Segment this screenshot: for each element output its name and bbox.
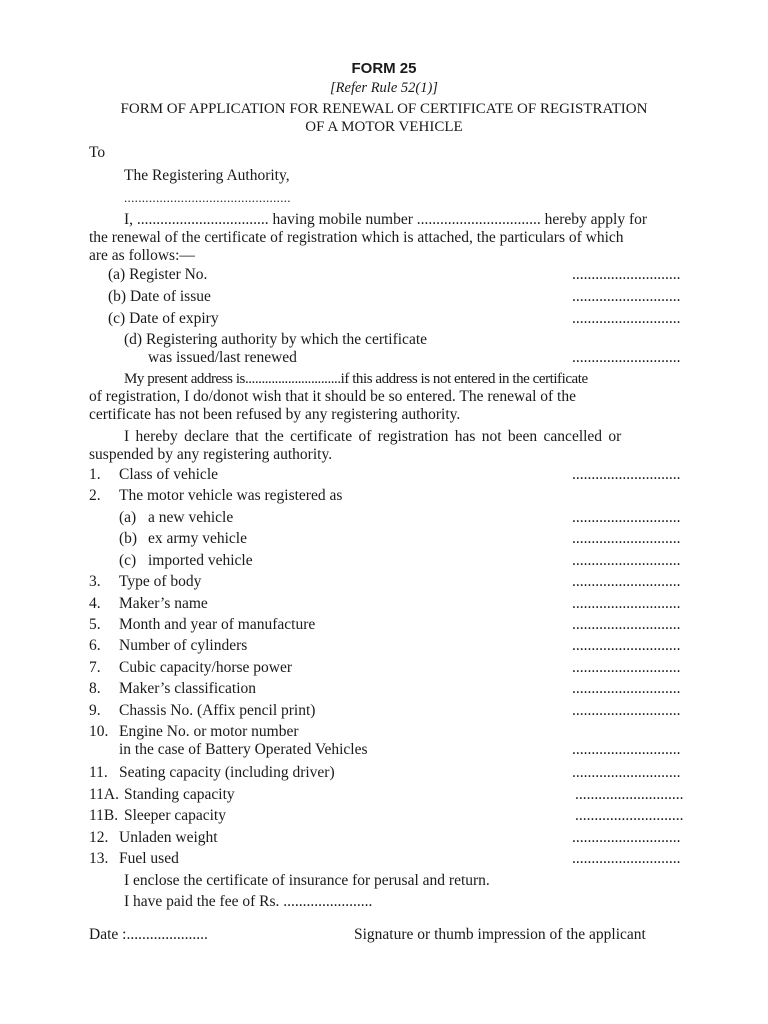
item-makers-classification: Maker’s classification bbox=[119, 680, 257, 697]
particular-registering-authority-cont: was issued/last renewed bbox=[148, 349, 297, 366]
intro-line2: the renewal of the certificate of registration which is attached, the particulars of which bbox=[89, 229, 624, 246]
item-month-year-manufacture: Month and year of manufacture bbox=[119, 616, 316, 633]
intro-line1: I, .................................. having mobile number ................................ hereby apply for bbox=[124, 211, 648, 228]
particular-date-expiry: (c) Date of expiry bbox=[108, 310, 219, 327]
item-sleeper-capacity: Sleeper capacity bbox=[124, 807, 226, 824]
item-dots: ............................ bbox=[572, 659, 681, 676]
particular-register-no: (a) Register No. bbox=[108, 266, 208, 283]
address-para-line1: My present address is.............................if this address is not entered in the certificate bbox=[124, 371, 588, 387]
item-num: 13. bbox=[89, 850, 109, 867]
item-dots: ............................ bbox=[575, 786, 684, 803]
item-num: 3. bbox=[89, 573, 101, 590]
item-new-vehicle: a new vehicle bbox=[148, 509, 234, 526]
item-dots: ............................ bbox=[572, 680, 681, 697]
item-dots: ............................ bbox=[572, 616, 681, 633]
item-num: 4. bbox=[89, 595, 101, 612]
rule-reference: [Refer Rule 52(1)] bbox=[330, 80, 438, 96]
form-heading-line2: OF A MOTOR VEHICLE bbox=[305, 119, 463, 135]
insurance-statement: I enclose the certificate of insurance for perusal and return. bbox=[124, 872, 490, 889]
form-title: FORM 25 bbox=[351, 60, 417, 77]
item-unladen-weight: Unladen weight bbox=[119, 829, 218, 846]
item-num: 12. bbox=[89, 829, 109, 846]
item-num: 10. bbox=[89, 723, 109, 740]
item-cubic-capacity: Cubic capacity/horse power bbox=[119, 659, 293, 676]
item-number-of-cylinders: Number of cylinders bbox=[119, 637, 248, 654]
item-num: 7. bbox=[89, 659, 101, 676]
address-para-line2: of registration, I do/donot wish that it should be so entered. The renewal of the bbox=[89, 388, 576, 405]
item-dots: ............................ bbox=[572, 530, 681, 547]
address-to: To bbox=[89, 144, 106, 161]
item-dots: ............................ bbox=[572, 552, 681, 569]
registering-authority: The Registering Authority, bbox=[124, 167, 290, 184]
particular-date-expiry-dots: ............................ bbox=[572, 310, 681, 327]
item-num: 11A. bbox=[89, 786, 119, 803]
item-dots: ............................ bbox=[572, 702, 681, 719]
particular-registering-authority-dots: ............................ bbox=[572, 349, 681, 366]
form-heading-line1: FORM OF APPLICATION FOR RENEWAL OF CERTIFICATE OF REGISTRATION bbox=[120, 101, 648, 117]
item-registered-as: The motor vehicle was registered as bbox=[119, 487, 343, 504]
item-type-of-body: Type of body bbox=[119, 573, 202, 590]
item-dots: ............................ bbox=[572, 741, 681, 758]
item-num: (b) bbox=[119, 530, 138, 547]
fee-statement: I have paid the fee of Rs. ....................... bbox=[124, 893, 373, 910]
particular-register-no-dots: ............................ bbox=[572, 266, 681, 283]
item-dots: ............................ bbox=[572, 573, 681, 590]
item-dots: ............................ bbox=[572, 850, 681, 867]
declare-para-line1: I hereby declare that the certificate of registration has not been cancelled or bbox=[124, 428, 622, 445]
item-num: 11. bbox=[89, 764, 108, 781]
item-ex-army-vehicle: ex army vehicle bbox=[148, 530, 247, 547]
item-num: 1. bbox=[89, 466, 101, 483]
address-para-line3: certificate has not been refused by any registering authority. bbox=[89, 406, 461, 423]
item-dots: ............................ bbox=[572, 595, 681, 612]
item-num: 9. bbox=[89, 702, 101, 719]
item-num: 11B. bbox=[89, 807, 119, 824]
item-num: 2. bbox=[89, 487, 101, 504]
item-dots: ............................ bbox=[575, 807, 684, 824]
item-engine-no-cont: in the case of Battery Operated Vehicles bbox=[119, 741, 368, 758]
item-dots: ............................ bbox=[572, 764, 681, 781]
item-engine-no: Engine No. or motor number bbox=[119, 723, 299, 740]
item-fuel-used: Fuel used bbox=[119, 850, 179, 867]
date-field: Date :..................... bbox=[89, 926, 208, 943]
item-imported-vehicle: imported vehicle bbox=[148, 552, 253, 569]
particular-date-issue-dots: ............................ bbox=[572, 288, 681, 305]
authority-blank: ............................................... bbox=[124, 190, 291, 205]
signature-label: Signature or thumb impression of the applicant bbox=[354, 926, 646, 943]
item-dots: ............................ bbox=[572, 509, 681, 526]
item-num: 5. bbox=[89, 616, 101, 633]
item-makers-name: Maker’s name bbox=[119, 595, 208, 612]
item-dots: ............................ bbox=[572, 637, 681, 654]
item-num: (a) bbox=[119, 509, 137, 526]
item-num: (c) bbox=[119, 552, 137, 569]
item-dots: ............................ bbox=[572, 466, 681, 483]
item-seating-capacity: Seating capacity (including driver) bbox=[119, 764, 335, 781]
item-num: 8. bbox=[89, 680, 101, 697]
item-standing-capacity: Standing capacity bbox=[124, 786, 235, 803]
declare-para-line2: suspended by any registering authority. bbox=[89, 446, 333, 463]
intro-line3: are as follows:— bbox=[89, 247, 195, 264]
item-class-of-vehicle: Class of vehicle bbox=[119, 466, 219, 483]
particular-registering-authority: (d) Registering authority by which the certificate bbox=[124, 331, 428, 348]
item-num: 6. bbox=[89, 637, 101, 654]
item-dots: ............................ bbox=[572, 829, 681, 846]
item-chassis-no: Chassis No. (Affix pencil print) bbox=[119, 702, 316, 719]
particular-date-issue: (b) Date of issue bbox=[108, 288, 211, 305]
